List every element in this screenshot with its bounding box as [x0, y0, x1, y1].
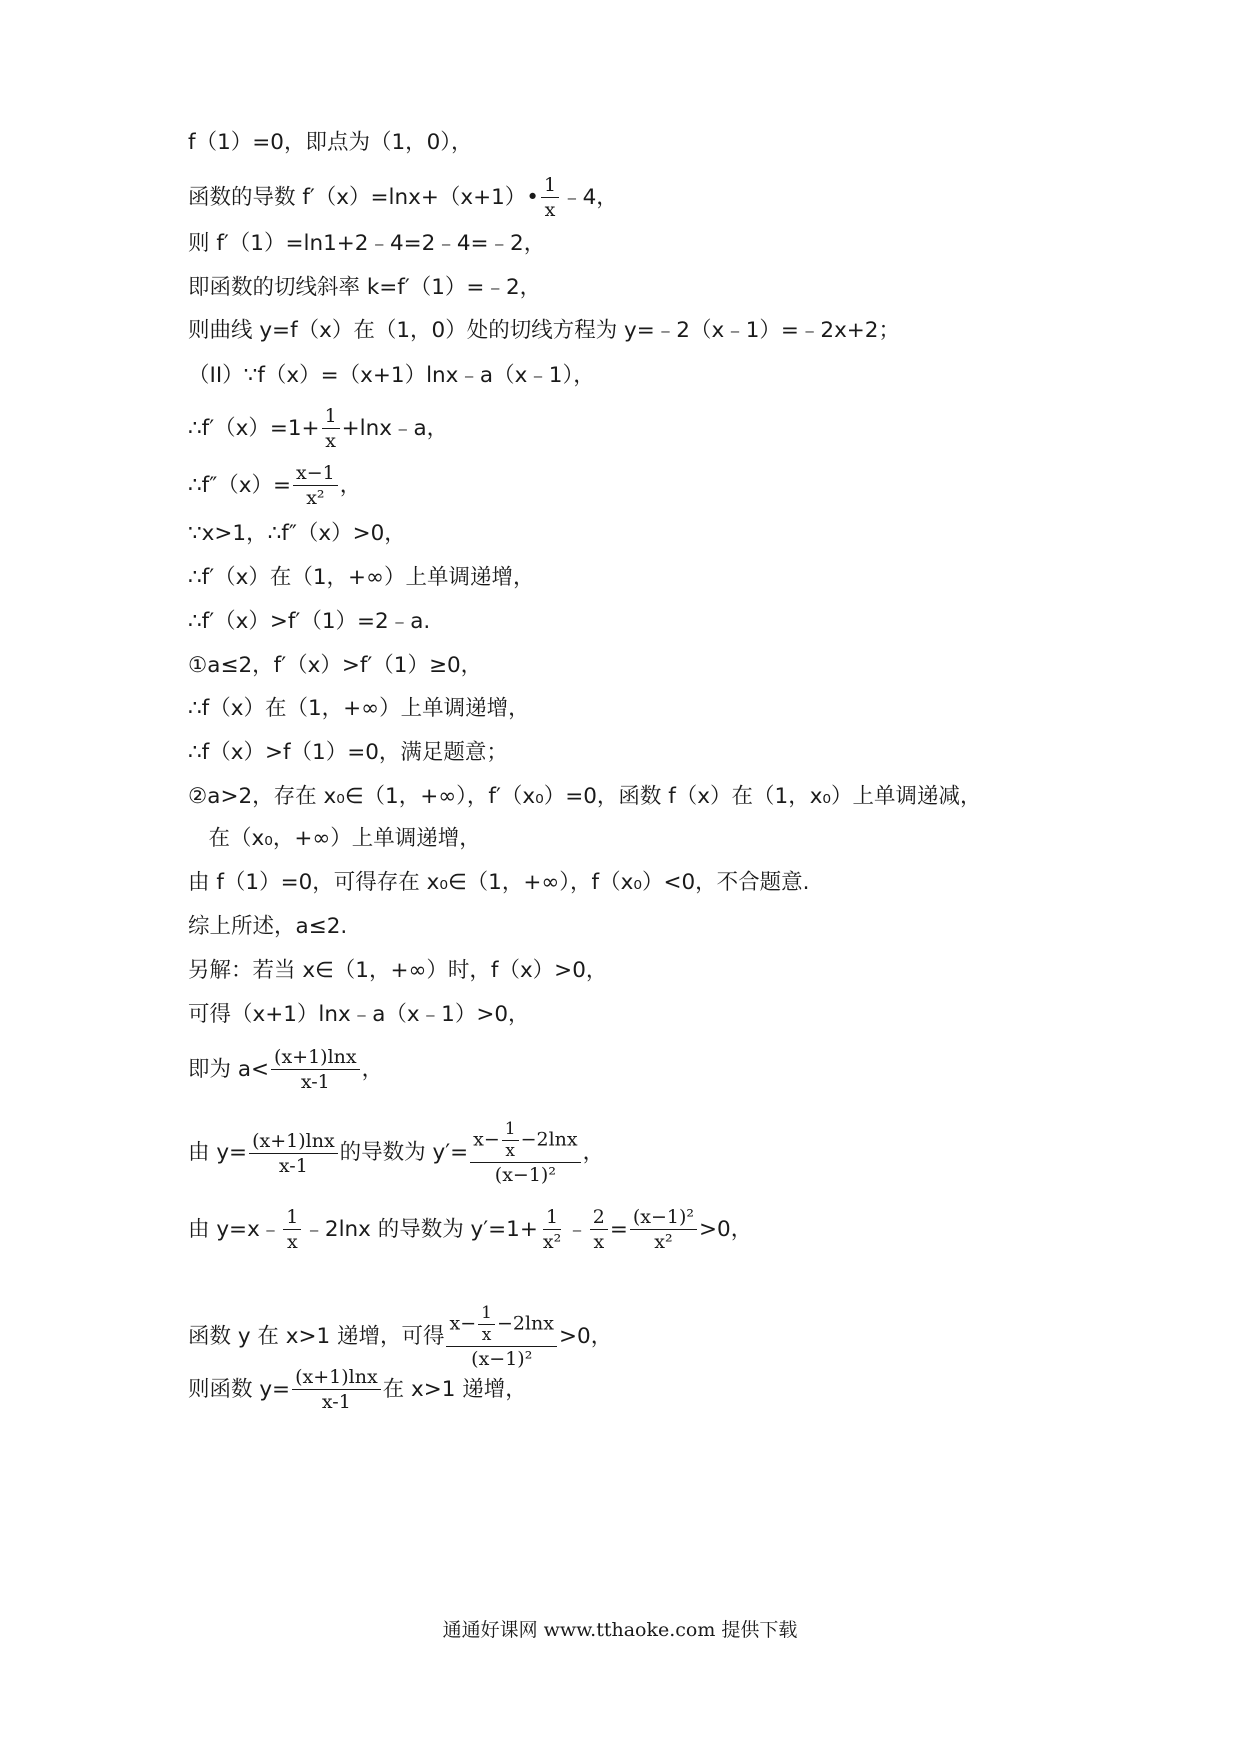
fraction	[249, 1129, 338, 1178]
solution-line	[188, 824, 481, 854]
fraction	[470, 1119, 581, 1187]
fraction-denominator: x-1	[321, 1391, 351, 1413]
fraction-denominator: (x−1)²	[471, 1348, 533, 1370]
fraction-numerator: (x+1)lnx	[249, 1129, 338, 1154]
solution-line	[188, 1303, 612, 1371]
fraction	[630, 1205, 697, 1254]
solution-line	[188, 956, 607, 986]
solution-line	[188, 651, 482, 681]
solution-line	[188, 229, 545, 259]
text-segment: ∴f（x）在（1，+∞）上单调递增，	[188, 696, 530, 721]
text-segment: 函数 y 在 x>1 递增，可得	[188, 1324, 445, 1349]
text-segment: 由 f（1）=0，可得存在 x₀∈（1，+∞），f（x₀）<0，不合题意.	[188, 870, 810, 895]
fraction-denominator: x²	[654, 1231, 673, 1253]
solution-line	[188, 519, 406, 549]
fraction-numerator: (x−1)²	[630, 1205, 697, 1230]
text-segment: 函数的导数 f′（x）=lnx+（x+1）•	[188, 184, 539, 210]
fraction-numerator	[446, 1303, 557, 1347]
fraction	[590, 1205, 608, 1254]
fraction-denominator: x	[286, 1231, 298, 1253]
text-segment: f（1）=0，即点为（1，0），	[188, 130, 473, 155]
fraction-numerator: 1	[322, 404, 340, 429]
solution-line	[188, 316, 900, 346]
text-segment: −2lnx	[520, 1128, 578, 1151]
fraction-denominator: x-1	[300, 1071, 330, 1093]
fraction-numerator: 2	[590, 1205, 608, 1230]
text-segment: 则 f′（1）=ln1+2﹣4=2﹣4=﹣2，	[188, 231, 546, 256]
text-segment: ，	[339, 472, 362, 498]
fraction-denominator: x²	[306, 487, 325, 509]
text-segment: =	[609, 1216, 628, 1242]
fraction-numerator: 1	[543, 1205, 561, 1230]
text-segment: ∵x>1，∴f″（x）>0，	[188, 521, 406, 546]
fraction	[540, 1205, 564, 1254]
footer-watermark: 通通好课网 www.tthaoke.com 提供下载	[442, 1619, 798, 1641]
fraction-numerator: x−1	[293, 461, 338, 486]
text-segment: >0，	[699, 1216, 753, 1242]
fraction-denominator: x	[544, 199, 556, 221]
fraction	[322, 404, 340, 453]
text-segment: 由 y=	[188, 1140, 248, 1165]
fraction-denominator: x	[593, 1231, 605, 1253]
fraction	[502, 1119, 519, 1162]
text-segment: 的导数为 y′=	[339, 1140, 469, 1165]
text-segment: −2lnx	[496, 1312, 554, 1335]
text-segment: ﹣	[566, 1216, 588, 1242]
solution-line	[188, 361, 595, 391]
text-segment: 另解：若当 x∈（1，+∞）时，f（x）>0，	[188, 958, 608, 983]
fraction	[293, 461, 338, 510]
fraction-denominator: x-1	[278, 1154, 308, 1177]
text-segment: x−	[473, 1128, 500, 1151]
fraction-denominator: x	[325, 430, 336, 452]
text-segment: 在（x₀，+∞）上单调递增，	[188, 826, 481, 851]
solution-line	[188, 1045, 383, 1094]
solution-line	[188, 694, 530, 724]
fraction	[478, 1303, 495, 1346]
text-segment: 在 x>1 递增，	[382, 1376, 527, 1402]
text-segment: （II）∵f（x）=（x+1）lnx﹣a（x﹣1），	[188, 363, 595, 388]
text-segment: 由 y=x﹣	[188, 1216, 282, 1242]
text-segment: ∴f（x）>f（1）=0，满足题意；	[188, 740, 508, 765]
text-segment: 综上所述，a≤2.	[188, 914, 348, 939]
fraction	[283, 1205, 301, 1254]
text-segment: 即函数的切线斜率 k=f′（1）=﹣2，	[188, 275, 542, 300]
fraction-denominator: x	[481, 1325, 492, 1345]
solution-line	[188, 1119, 604, 1187]
text-segment: +lnx﹣a，	[341, 415, 449, 441]
fraction-numerator: 1	[541, 173, 559, 198]
text-segment: 则曲线 y=f（x）在（1，0）处的切线方程为 y=﹣2（x﹣1）=﹣2x+2；	[188, 318, 900, 343]
fraction	[271, 1045, 360, 1094]
text-segment: ﹣4，	[561, 184, 618, 210]
solution-line	[188, 563, 534, 593]
fraction-numerator: (x+1)lnx	[292, 1365, 381, 1390]
fraction-numerator	[470, 1119, 581, 1163]
text-segment: ，	[582, 1140, 605, 1165]
solution-line	[188, 868, 809, 898]
text-segment: ①a≤2，f′（x）>f′（1）≥0，	[188, 653, 483, 678]
fraction-denominator: (x−1)²	[494, 1164, 556, 1186]
fraction	[292, 1365, 381, 1414]
fraction-numerator: (x+1)lnx	[271, 1045, 360, 1070]
solution-line	[188, 1000, 530, 1030]
fraction-denominator: x	[505, 1141, 515, 1161]
fraction-denominator: x²	[542, 1231, 562, 1253]
text-segment: ﹣2lnx 的导数为 y′=1+	[303, 1216, 538, 1242]
text-segment: ∴f′（x）=1+	[188, 415, 320, 441]
text-segment: ∴f′（x）在（1，+∞）上单调递增，	[188, 565, 535, 590]
fraction	[541, 173, 559, 222]
text-segment: 即为 a<	[188, 1056, 270, 1082]
text-segment: ②a>2，存在 x₀∈（1，+∞），f′（x₀）=0，函数 f（x）在（1，x₀）上单调递减，	[188, 784, 982, 809]
text-segment: 可得（x+1）lnx﹣a（x﹣1）>0，	[188, 1002, 530, 1027]
text-segment: ∴f″（x）=	[188, 472, 292, 498]
solution-line	[188, 461, 361, 510]
text-segment: >0，	[559, 1324, 613, 1349]
solution-line	[188, 782, 982, 812]
text-segment: ∴f′（x）>f′（1）=2﹣a.	[188, 609, 431, 634]
solution-line	[188, 1205, 752, 1254]
solution-line	[188, 738, 508, 768]
solution-line	[188, 1365, 527, 1414]
fraction	[446, 1303, 557, 1371]
text-segment: x−	[449, 1312, 477, 1335]
solution-line	[188, 404, 448, 453]
solution-line	[188, 128, 473, 158]
solution-line	[188, 173, 618, 222]
fraction-numerator: 1	[478, 1303, 495, 1325]
fraction-numerator: 1	[502, 1119, 519, 1141]
text-segment: 则函数 y=	[188, 1376, 291, 1402]
text-segment: ，	[361, 1056, 384, 1082]
solution-line	[188, 912, 347, 942]
solution-line	[188, 273, 541, 303]
fraction-numerator: 1	[283, 1205, 301, 1230]
solution-line	[188, 607, 430, 637]
